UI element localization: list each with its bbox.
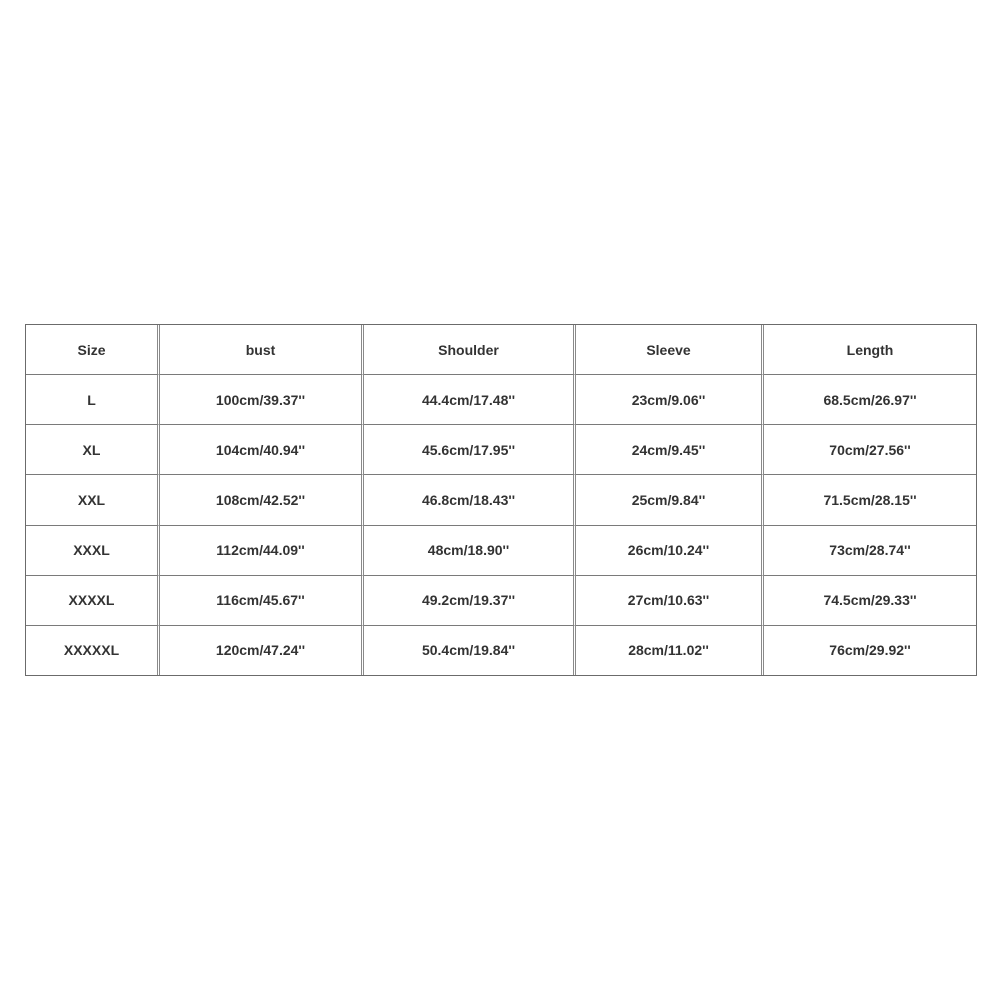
cell-length: 68.5cm/26.97'' (764, 375, 976, 425)
cell-bust: 100cm/39.37'' (160, 375, 364, 425)
cell-size: XXXL (26, 526, 160, 576)
cell-sleeve: 27cm/10.63'' (576, 576, 764, 626)
cell-sleeve: 25cm/9.84'' (576, 475, 764, 525)
header-length: Length (764, 325, 976, 375)
cell-sleeve: 24cm/9.45'' (576, 425, 764, 475)
table-row (26, 626, 976, 675)
cell-sleeve: 28cm/11.02'' (576, 626, 764, 675)
cell-length: 71.5cm/28.15'' (764, 475, 976, 525)
cell-shoulder: 48cm/18.90'' (364, 526, 576, 576)
cell-shoulder: 44.4cm/17.48'' (364, 375, 576, 425)
cell-bust: 116cm/45.67'' (160, 576, 364, 626)
cell-shoulder: 50.4cm/19.84'' (364, 626, 576, 675)
table-row (26, 526, 976, 576)
cell-length: 70cm/27.56'' (764, 425, 976, 475)
header-bust: bust (160, 325, 364, 375)
table-row (26, 425, 976, 475)
header-size: Size (26, 325, 160, 375)
cell-shoulder: 46.8cm/18.43'' (364, 475, 576, 525)
cell-bust: 104cm/40.94'' (160, 425, 364, 475)
cell-sleeve: 26cm/10.24'' (576, 526, 764, 576)
cell-size: XXL (26, 475, 160, 525)
table-row (26, 576, 976, 626)
cell-size: XL (26, 425, 160, 475)
cell-bust: 108cm/42.52'' (160, 475, 364, 525)
table-row (26, 475, 976, 525)
cell-size: XXXXL (26, 576, 160, 626)
cell-size: XXXXXL (26, 626, 160, 675)
cell-size: L (26, 375, 160, 425)
cell-length: 76cm/29.92'' (829, 642, 911, 659)
cell-length: 74.5cm/29.33'' (764, 576, 976, 626)
cell-bust: 120cm/47.24'' (160, 626, 364, 675)
header-sleeve: Sleeve (576, 325, 764, 375)
cell-shoulder: 49.2cm/19.37'' (364, 576, 576, 626)
cell-bust: 112cm/44.09'' (160, 526, 364, 576)
header-shoulder: Shoulder (364, 325, 576, 375)
table-header-row (26, 325, 976, 375)
size-chart-table (25, 324, 977, 676)
table-row (26, 375, 976, 425)
cell-length: 73cm/28.74'' (764, 526, 976, 576)
cell-sleeve: 23cm/9.06'' (576, 375, 764, 425)
cell-shoulder: 45.6cm/17.95'' (364, 425, 576, 475)
